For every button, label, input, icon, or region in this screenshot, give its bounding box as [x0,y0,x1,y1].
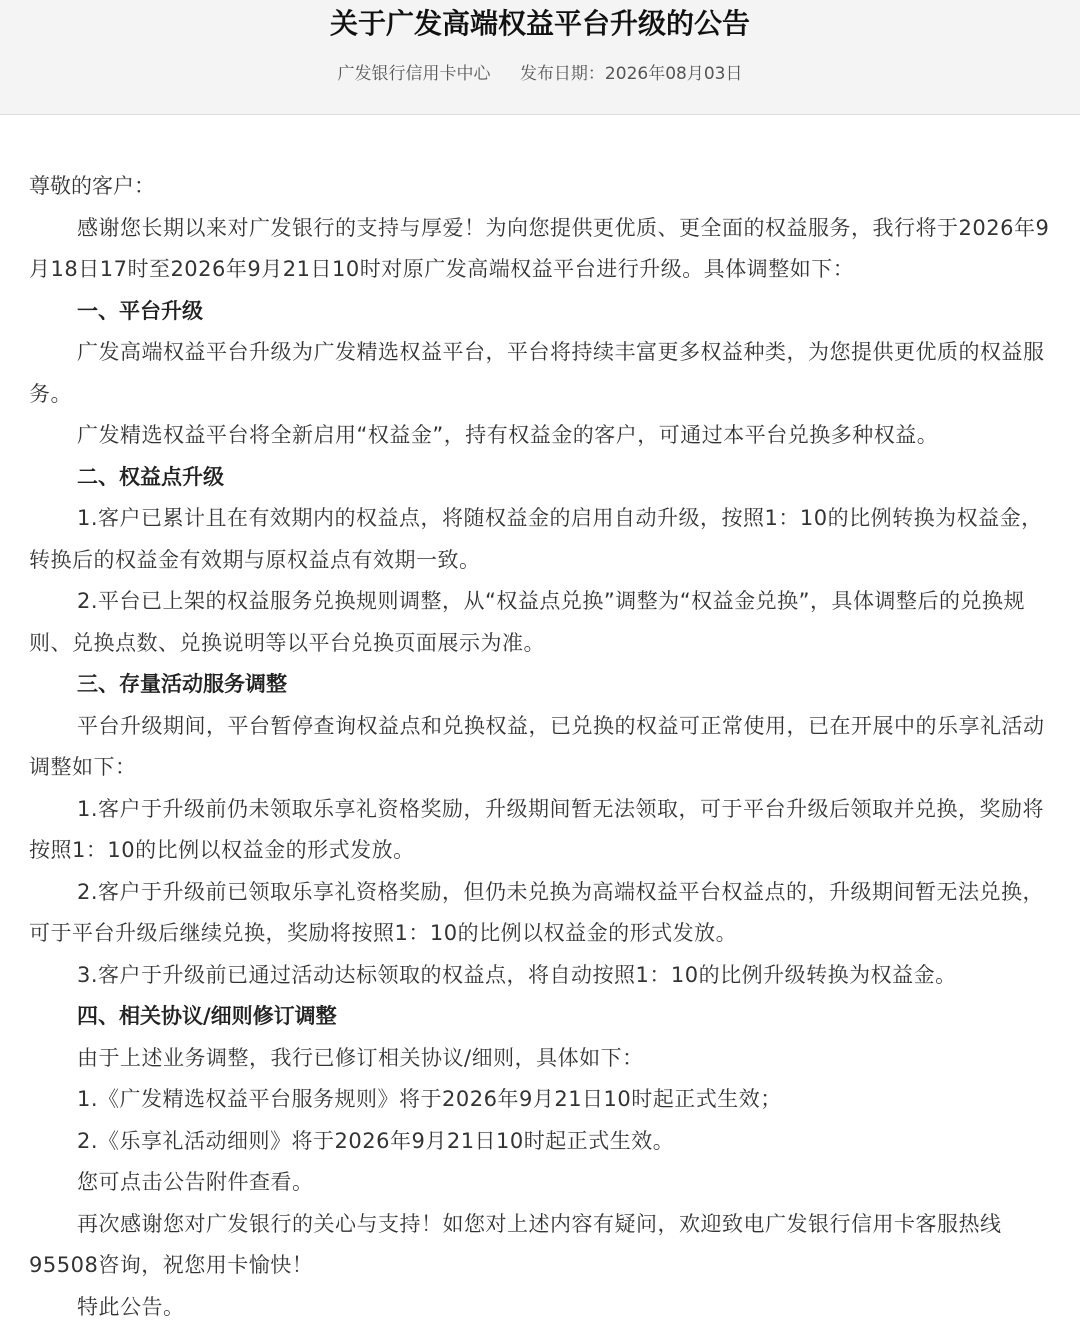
section-heading-activity-adjustment: 三、存量活动服务调整 [77,672,287,696]
announcement-body [0,166,1080,1328]
paragraph-sign-off: 特此公告。 [77,1294,185,1319]
publisher-label: 广发银行信用卡中心 [337,64,491,84]
section-heading-points-upgrade: 二、权益点升级 [77,464,224,489]
paragraph-intro: 感谢您长期以来对广发银行的支持与厚爱！为向您提供更优质、更全面的权益服务，我行将于2026年9月18日17时至2026年9月21日10时对原广发高端权益平台进行升级。具体调整如下： [29,215,1050,281]
paragraph-attachment-note: 您可点击公告附件查看。 [77,1170,314,1194]
paragraph-redemption-rules: 2.平台已上架的权益服务兑换规则调整，从“权益点兑换”调整为“权益金兑换”，具体调整后的兑换规则、兑换点数、兑换说明等以平台兑换页面展示为准。 [29,589,1026,655]
paragraph-equity-gold: 广发精选权益平台将全新启用“权益金”，持有权益金的客户，可通过本平台兑换多种权益。 [77,423,939,447]
paragraph-agreement-item-2: 2.《乐享礼活动细则》将于2026年9月21日10时起正式生效。 [77,1128,675,1153]
greeting: 尊敬的客户： [29,174,155,198]
announcement-header [0,0,1080,115]
paragraph-activity-item-2: 2.客户于升级前已领取乐享礼资格奖励，但仍未兑换为高端权益平台权益点的，升级期间暂无法兑换，可于平台升级后继续兑换，奖励将按照1：10的比例以权益金的形式发放。 [29,879,1045,945]
announcement-meta [0,62,1080,86]
paragraph-upgrade-period: 平台升级期间，平台暂停查询权益点和兑换权益，已兑换的权益可正常使用，已在开展中的乐享礼活动调整如下： [29,713,1045,779]
publish-date: 发布日期：2026年08月03日 [519,64,743,84]
paragraph-activity-item-3: 3.客户于升级前已通过活动达标领取的权益点，将自动按照1：10的比例升级转换为权益金。 [77,962,957,987]
paragraph-closing-thanks: 再次感谢您对广发银行的关心与支持！如您对上述内容有疑问，欢迎致电广发银行信用卡客服热线95508咨询，祝您用卡愉快！ [29,1211,1002,1277]
section-heading-agreement-revision: 四、相关协议/细则修订调整 [77,1004,337,1028]
paragraph-agreement-intro: 由于上述业务调整，我行已修订相关协议/细则，具体如下： [77,1045,644,1070]
paragraph-platform-upgrade: 广发高端权益平台升级为广发精选权益平台，平台将持续丰富更多权益种类，为您提供更优质的权益服务。 [29,340,1045,406]
section-heading-platform-upgrade: 一、平台升级 [77,298,203,323]
paragraph-agreement-item-1: 1.《广发精选权益平台服务规则》将于2026年9月21日10时起正式生效； [77,1087,782,1111]
paragraph-points-conversion: 1.客户已累计且在有效期内的权益点，将随权益金的启用自动升级，按照1：10的比例转换为权益金，转换后的权益金有效期与原权益点有效期一致。 [29,506,1043,572]
page-title: 关于广发高端权益平台升级的公告 [329,7,750,40]
paragraph-activity-item-1: 1.客户于升级前仍未领取乐享礼资格奖励，升级期间暂无法领取，可于平台升级后领取并兑换，奖励将按照1：10的比例以权益金的形式发放。 [29,796,1045,862]
